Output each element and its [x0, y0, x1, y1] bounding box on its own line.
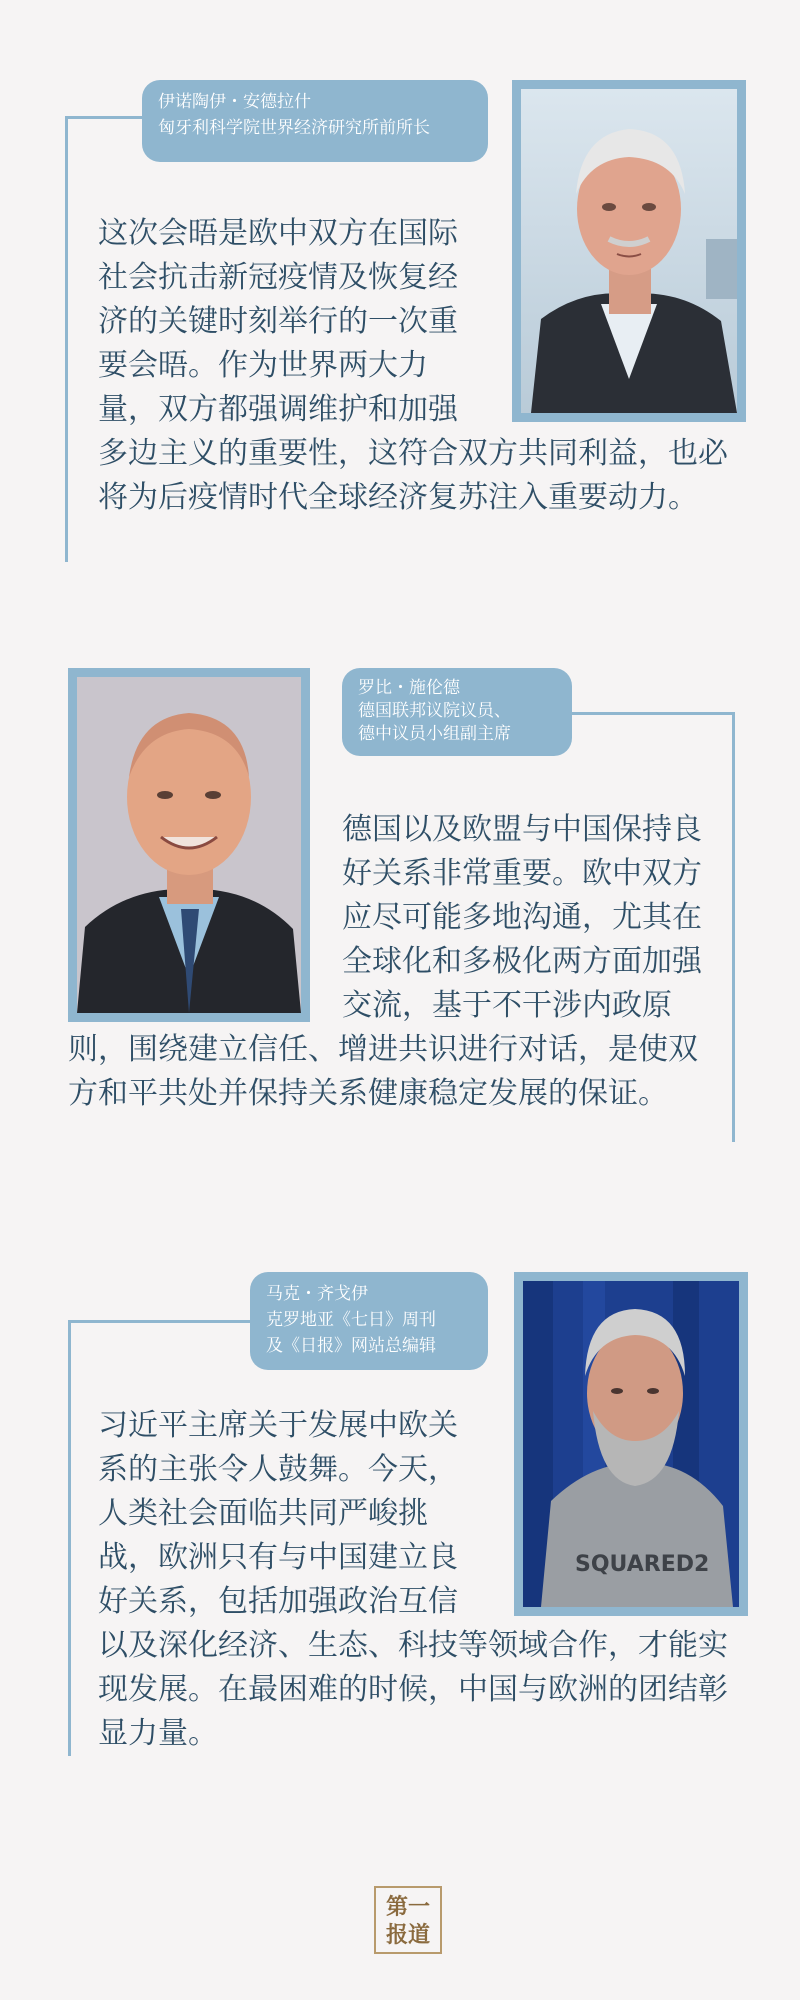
- section2-quote-text: 德国以及欧盟与中国保持良好关系非常重要。欧中双方应尽可能多地沟通，尤其在全球化和多极化两方面加强交流，基于不干涉内政原则，围绕建立信任、增进共识进行对话，是使双方和平共处并保持关系健康稳定发展的保证。: [68, 812, 702, 1111]
- section1-person-title: 匈牙利科学院世界经济研究所前所长: [158, 118, 430, 138]
- svg-text:SQUARED2: SQUARED2: [575, 1552, 710, 1577]
- section2-person-title-line2: 德中议员小组副主席: [358, 724, 511, 744]
- logo-line1: 第一: [385, 1894, 430, 1920]
- section2-horizontal-rule: [570, 712, 735, 715]
- section2-person-title-line1: 德国联邦议院议员、: [358, 701, 511, 721]
- section1-vertical-rule: [65, 116, 68, 562]
- section3-person-title-line1: 克罗地亚《七日》周刊: [266, 1310, 436, 1330]
- section1-name-tag: [142, 80, 488, 162]
- section2-person-name: 罗比・施伦德: [358, 678, 460, 698]
- section1-quote-text: 这次会晤是欧中双方在国际社会抗击新冠疫情及恢复经济的关键时刻举行的一次重要会晤。作为世界两大力量，双方都强调维护和加强多边主义的重要性，这符合双方共同利益，也必将为后疫情时代全球经济复苏注入重要动力。: [98, 216, 728, 515]
- section3-person-name: 马克・齐戈伊: [266, 1284, 368, 1304]
- publisher-logo: [374, 1886, 442, 1954]
- section2-name-tag: [342, 668, 572, 756]
- section3-name-tag: [250, 1272, 488, 1370]
- logo-line2: 报道: [385, 1922, 430, 1948]
- section1-horizontal-rule: [65, 116, 145, 119]
- section2-quote: [68, 808, 720, 1116]
- section1-quote: [98, 212, 738, 520]
- section3-quote-text: 习近平主席关于发展中欧关系的主张令人鼓舞。今天，人类社会面临共同严峻挑战，欧洲只有与中国建立良好关系，包括加强政治互信以及深化经济、生态、科技等领域合作，才能实现发展。在最困难的时候，中国与欧洲的团结彰显力量。: [98, 1408, 728, 1751]
- section3-person-title-line2: 及《日报》网站总编辑: [266, 1336, 436, 1356]
- section3-quote: [98, 1404, 738, 1756]
- section1-person-name: 伊诺陶伊・安德拉什: [158, 92, 311, 112]
- section3-horizontal-rule: [68, 1320, 253, 1323]
- section2-vertical-rule: [732, 712, 735, 1142]
- section3-vertical-rule: [68, 1320, 71, 1756]
